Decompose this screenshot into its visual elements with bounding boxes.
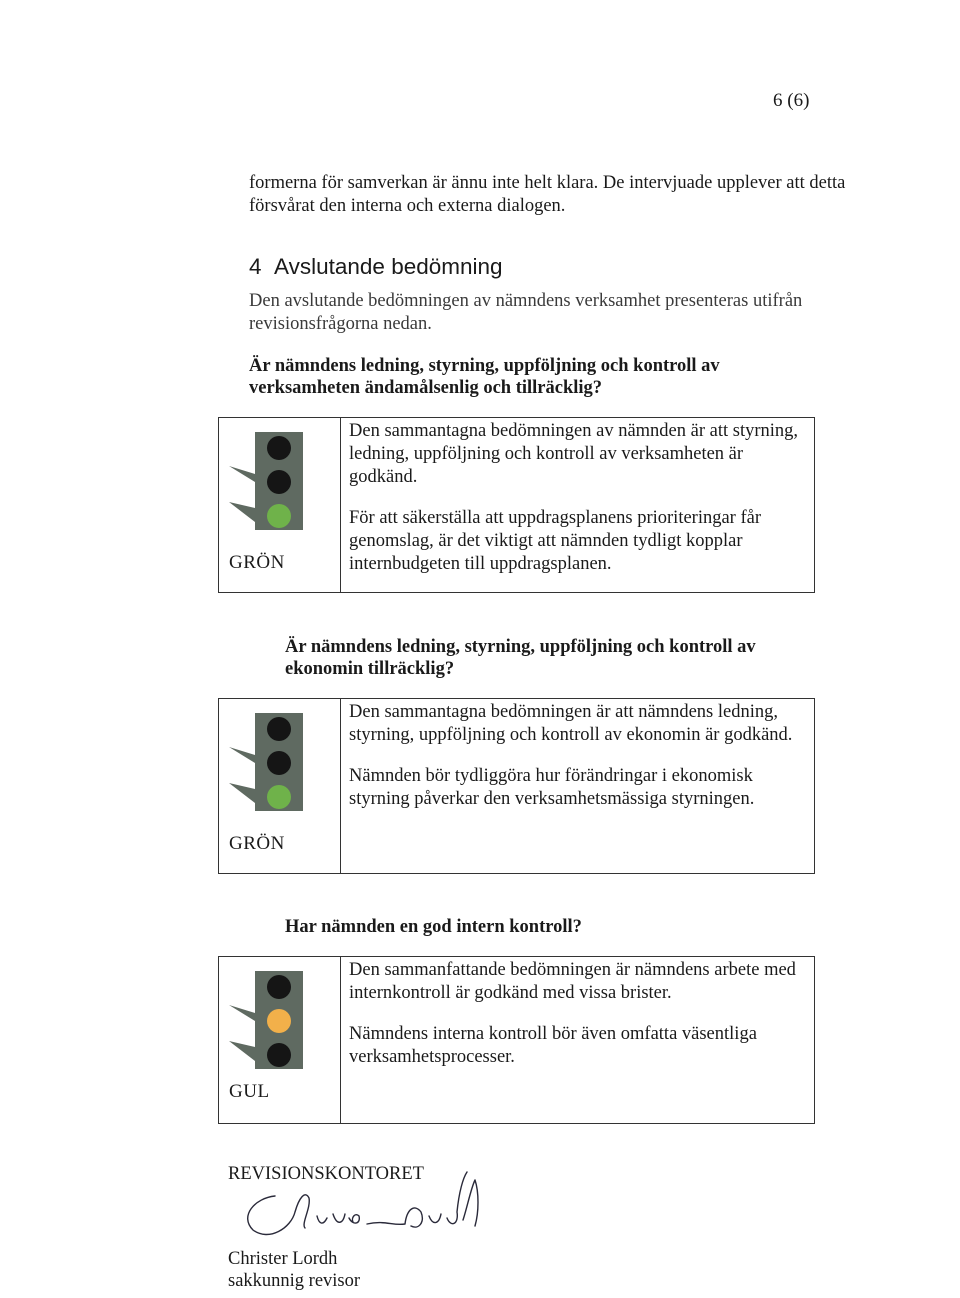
- assessment-text: [349, 959, 809, 1087]
- box-divider: [340, 418, 341, 592]
- assessment-paragraph: Den sammantagna bedömningen av nämnden är att styrning, ledning, uppföljning och kontroll av verksamheten är godkänd.: [349, 421, 799, 487]
- box-divider: [340, 699, 341, 873]
- handwritten-signature: [235, 1168, 495, 1248]
- continued-paragraph: formerna för samverkan är ännu inte helt klara. De intervjuade upplever att detta försvårat den interna och externa dialogen.: [249, 173, 846, 216]
- assessment-question-2: Är nämndens ledning, styrning, uppföljning och kontroll av ekonomin tillräcklig?: [285, 637, 756, 679]
- assessment-box-2: [218, 698, 815, 874]
- assessment-status-label: GRÖN: [229, 833, 285, 854]
- assessment-paragraph: För att säkerställa att uppdragsplanens prioriteringar får genomslag, är det viktigt att nämnden tydligt kopplar internbudgeten till uppdragsplanen.: [349, 508, 761, 574]
- signer-name: Christer Lordh: [228, 1249, 338, 1269]
- assessment-paragraph: Nämndens interna kontroll bör även omfatta väsentliga verksamhetsprocesser.: [349, 1024, 757, 1067]
- page-number: 6 (6): [773, 90, 810, 111]
- section-intro: Den avslutande bedömningen av nämndens verksamhet presenteras utifrån revisionsfrågorna nedan.: [249, 291, 803, 334]
- assessment-paragraph: Nämnden bör tydliggöra hur förändringar i ekonomisk styrning påverkar den verksamhetsmässiga styrningen.: [349, 766, 755, 809]
- assessment-paragraph: Den sammantagna bedömningen är att nämndens ledning, styrning, uppföljning och kontroll av ekonomin är godkänd.: [349, 702, 793, 745]
- assessment-status-label: GRÖN: [229, 552, 285, 573]
- section-heading: [249, 254, 503, 280]
- assessment-text: [349, 420, 809, 594]
- assessment-status-label: GUL: [229, 1081, 270, 1102]
- assessment-question-1: Är nämndens ledning, styrning, uppföljning och kontroll av verksamheten ändamålsenlig och tillräcklig?: [249, 356, 720, 398]
- signature-name-block: [228, 1248, 360, 1292]
- traffic-light-icon: [227, 707, 307, 815]
- traffic-light-icon: [227, 426, 307, 534]
- assessment-box-1: [218, 417, 815, 593]
- section-number: 4: [249, 254, 262, 279]
- assessment-paragraph: Den sammanfattande bedömningen är nämndens arbete med internkontroll är godkänd med vissa brister.: [349, 960, 796, 1003]
- assessment-text: [349, 701, 809, 829]
- signature-organization: REVISIONSKONTORET: [228, 1164, 424, 1184]
- section-title: Avslutande bedömning: [274, 254, 503, 279]
- traffic-light-icon: [227, 965, 307, 1073]
- box-divider: [340, 957, 341, 1123]
- signer-title: sakkunnig revisor: [228, 1271, 361, 1291]
- assessment-question-3: Har nämnden en god intern kontroll?: [285, 917, 582, 937]
- assessment-box-3: [218, 956, 815, 1124]
